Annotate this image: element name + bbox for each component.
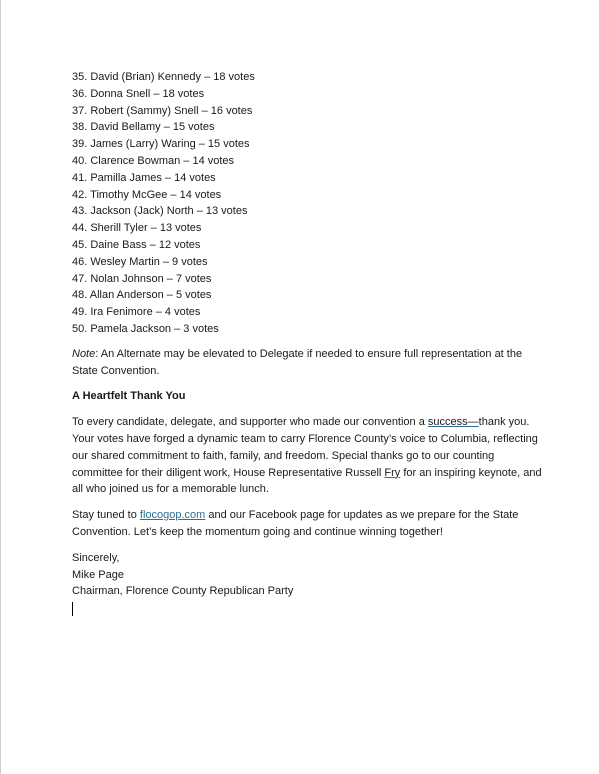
thanks-text-2: thank you. Your votes have forged a dynamic team to carry Florence County’s voice to Columbia, reflecting our shared commitment to faith, family, and freedom. Special thanks go to our counting committee for their diligent work, House Representative Russell [72,416,538,479]
vote-list-item: 50. Pamela Jackson – 3 votes [72,322,219,335]
signer-name: Mike Page [72,568,124,581]
note-text: : An Alternate may be elevated to Delegate if needed to ensure full representation at the State Convention. [72,347,523,377]
vote-list-item: 47. Nolan Johnson – 7 votes [72,272,212,285]
votes-list [72,69,542,338]
stay-text-1: Stay tuned to [72,509,140,522]
vote-list-item: 44. Sherill Tyler – 13 votes [72,222,202,235]
success-word: success— [427,416,479,429]
text-cursor [72,602,73,616]
stay-text-2: and our Facebook page for updates as we prepare for the State Convention. Let’s keep the momentum going and continue winning together! [72,509,519,538]
stay-tuned-paragraph [72,507,542,541]
note-label: Note [72,347,96,360]
vote-list-item: 41. Pamilla James – 14 votes [72,171,216,184]
signer-title: Chairman, Florence County Republican Party [72,585,294,598]
fry-word: Fry [384,466,401,479]
thanks-paragraph [72,414,542,498]
thanks-text-1: To every candidate, delegate, and supporter who made our convention a [72,416,428,429]
website-link[interactable]: flocogop.com [139,509,206,522]
document-body[interactable] [72,69,542,616]
vote-list-item: 36. Donna Snell – 18 votes [72,87,205,100]
vote-list-item: 39. James (Larry) Waring – 15 votes [72,138,250,151]
vote-list-item: 48. Allan Anderson – 5 votes [72,289,212,302]
vote-list-item: 38. David Bellamy – 15 votes [72,121,215,134]
section-heading: A Heartfelt Thank You [72,390,186,403]
closing: Sincerely, [72,551,120,564]
vote-list-item: 37. Robert (Sammy) Snell – 16 votes [72,104,253,117]
vote-list-item: 46. Wesley Martin – 9 votes [72,255,208,268]
vote-list-item: 45. Daine Bass – 12 votes [72,238,201,251]
thanks-text-3: for an inspiring keynote, and all who joined us for a memorable lunch. [72,466,542,496]
vote-list-item: 42. Timothy McGee – 14 votes [72,188,222,201]
vote-list-item: 43. Jackson (Jack) North – 13 votes [72,205,248,218]
note-paragraph [72,346,542,380]
vote-list-item: 40. Clarence Bowman – 14 votes [72,154,235,167]
vote-list-item: 35. David (Brian) Kennedy – 18 votes [72,71,255,83]
signature-block [72,550,542,616]
vote-list-item: 49. Ira Fenimore – 4 votes [72,306,201,319]
